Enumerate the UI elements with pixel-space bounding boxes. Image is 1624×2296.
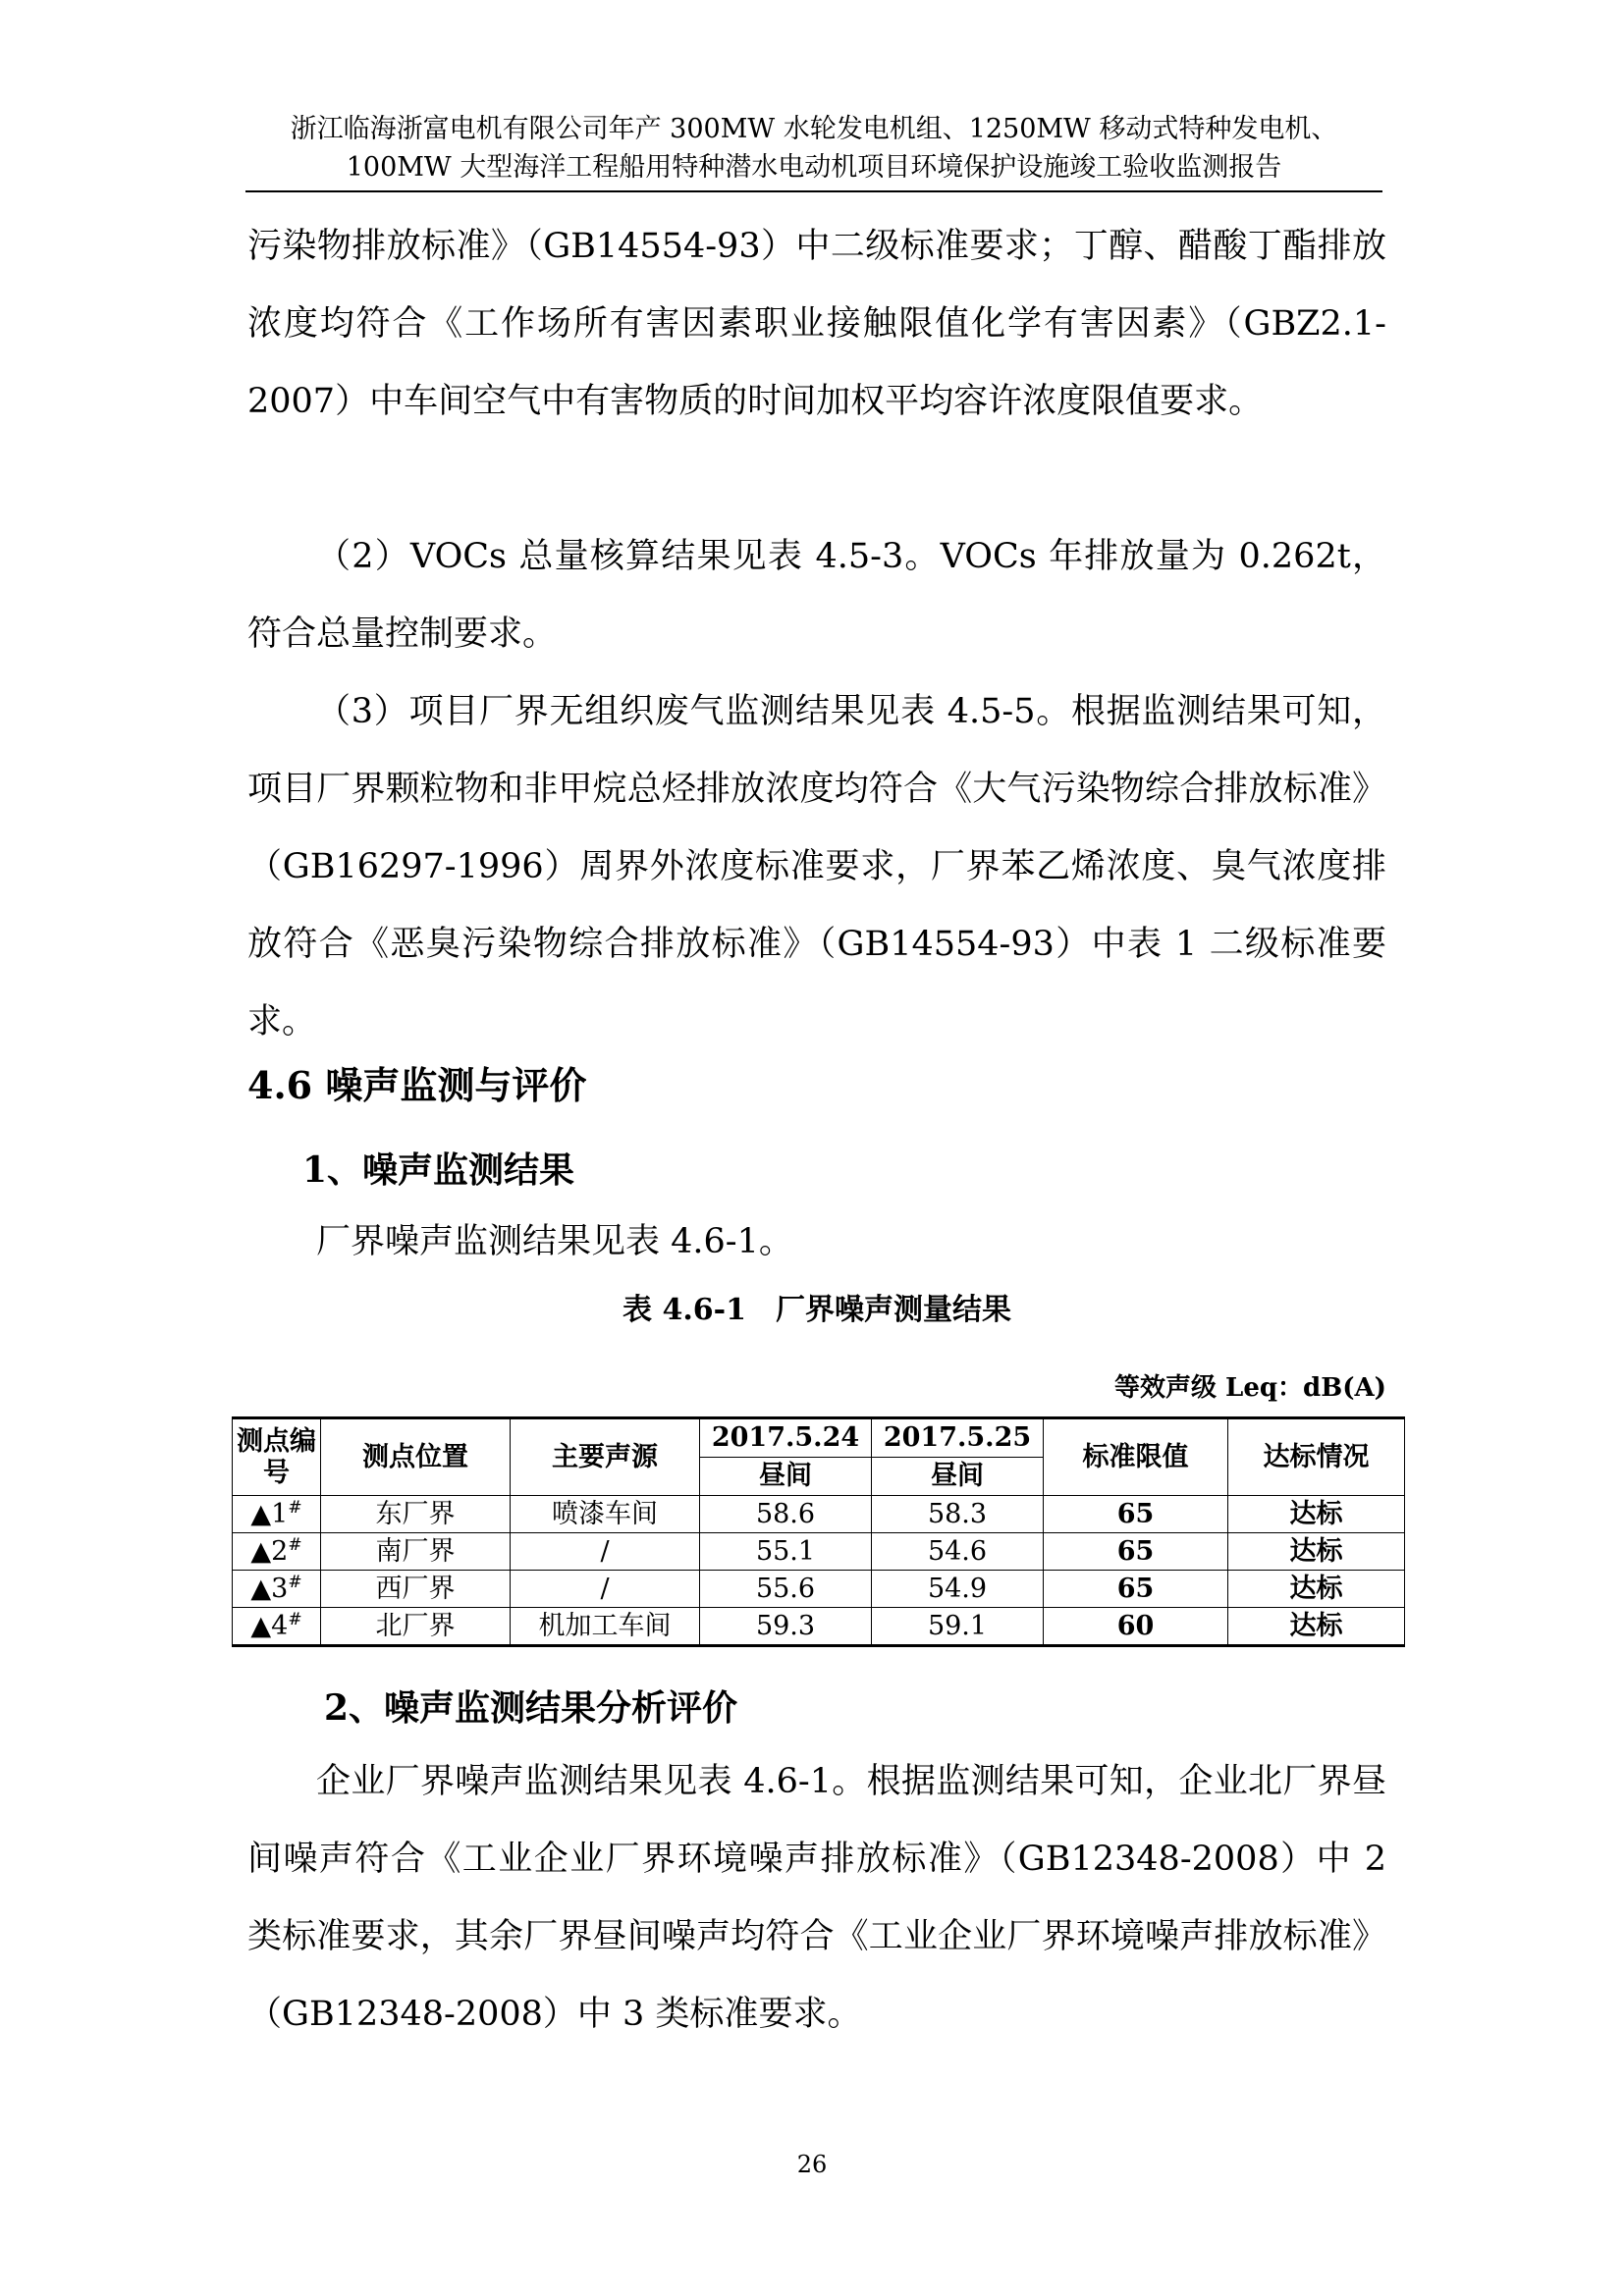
point-marker: ▲4 (250, 1610, 289, 1641)
paragraph-text: 厂界噪声监测结果见表 4.6-1。 (316, 1222, 793, 1261)
cell-point-no (233, 1533, 321, 1571)
subheading-noise-results: 1、噪声监测结果 (302, 1149, 575, 1191)
header-period-1: 昼间 (700, 1458, 872, 1496)
cell-value-day2: 54.6 (872, 1533, 1044, 1571)
cell-point-no (233, 1571, 321, 1608)
cell-limit: 65 (1044, 1571, 1228, 1608)
subheading-noise-analysis: 2、噪声监测结果分析评价 (324, 1687, 738, 1729)
cell-limit: 65 (1044, 1496, 1228, 1533)
page-number: 26 (796, 2151, 828, 2178)
paragraph-table-reference (247, 1203, 1386, 1281)
cell-source: 机加工车间 (511, 1608, 700, 1646)
point-marker: ▲3 (250, 1573, 289, 1604)
header-period-2: 昼间 (872, 1458, 1044, 1496)
cell-position: 西厂界 (321, 1571, 511, 1608)
paragraph-text: 企业厂界噪声监测结果见表 4.6-1。根据监测结果可知，企业北厂界昼间噪声符合《工业企业厂界环境噪声排放标准》（GB12348-2008）中 2 类标准要求，其余厂界昼间噪声均符合《工业企业厂界环境噪声排放标准》（GB12348-2008）中 3 类标准要求。 (247, 1762, 1386, 2034)
cell-position: 南厂界 (321, 1533, 511, 1571)
point-marker-superscript: # (288, 1609, 302, 1629)
noise-results-table (232, 1416, 1405, 1647)
header-line-1: 浙江临海浙富电机有限公司年产 300MW 水轮发电机组、1250MW 移动式特种发电机、 (290, 114, 1338, 144)
cell-status: 达标 (1228, 1496, 1405, 1533)
cell-value-day1: 55.6 (700, 1571, 872, 1608)
point-marker-superscript: # (288, 1572, 302, 1592)
point-marker: ▲2 (250, 1535, 289, 1567)
header-status: 达标情况 (1228, 1418, 1405, 1496)
cell-position: 北厂界 (321, 1608, 511, 1646)
cell-source: 喷漆车间 (511, 1496, 700, 1533)
header-position: 测点位置 (321, 1418, 511, 1496)
header-limit: 标准限值 (1044, 1418, 1228, 1496)
header-date-1: 2017.5.24 (700, 1418, 872, 1458)
table-row (233, 1533, 1405, 1571)
table-header-row (233, 1418, 1405, 1458)
paragraph-fugitive-emissions (247, 673, 1386, 1061)
cell-value-day1: 58.6 (700, 1496, 872, 1533)
cell-limit: 65 (1044, 1533, 1228, 1571)
cell-limit: 60 (1044, 1608, 1228, 1646)
paragraph-text: 污染物排放标准》（GB14554-93）中二级标准要求；丁醇、醋酸丁酯排放浓度均符合《工作场所有害因素职业接触限值化学有害因素》（GBZ2.1-2007）中车间空气中有害物质的时间加权平均容许浓度限值要求。 (247, 227, 1386, 421)
cell-source: / (511, 1533, 700, 1571)
table-unit-label: 等效声级 Leq：dB(A) (1114, 1373, 1386, 1403)
cell-value-day1: 55.1 (700, 1533, 872, 1571)
paragraph-emission-standards (247, 208, 1386, 441)
cell-status: 达标 (1228, 1533, 1405, 1571)
table-caption: 表 4.6-1 厂界噪声测量结果 (623, 1293, 1011, 1327)
header-rule (245, 190, 1382, 192)
point-marker-superscript: # (288, 1534, 302, 1555)
paragraph-text: （2）VOCs 总量核算结果见表 4.5-3。VOCs 年排放量为 0.262t，符合总量控制要求。 (247, 537, 1386, 654)
cell-position: 东厂界 (321, 1496, 511, 1533)
point-marker-superscript: # (288, 1497, 302, 1518)
table-row (233, 1571, 1405, 1608)
cell-source: / (511, 1571, 700, 1608)
table-row (233, 1496, 1405, 1533)
cell-value-day2: 58.3 (872, 1496, 1044, 1533)
paragraph-vocs-total (247, 518, 1386, 673)
cell-value-day1: 59.3 (700, 1608, 872, 1646)
header-line-2: 100MW 大型海洋工程船用特种潜水电动机项目环境保护设施竣工验收监测报告 (346, 152, 1282, 183)
page-header (245, 110, 1382, 187)
point-marker: ▲1 (250, 1498, 289, 1529)
cell-status: 达标 (1228, 1571, 1405, 1608)
table-row (233, 1608, 1405, 1646)
cell-value-day2: 54.9 (872, 1571, 1044, 1608)
paragraph-text: （3）项目厂界无组织废气监测结果见表 4.5-5。根据监测结果可知，项目厂界颗粒物和非甲烷总烃排放浓度均符合《大气污染物综合排放标准》（GB16297-1996）周界外浓度标准要求，厂界苯乙烯浓度、臭气浓度排放符合《恶臭污染物综合排放标准》（GB14554-93）中表 1 二级标准要求。 (247, 692, 1386, 1041)
table-body (233, 1496, 1405, 1646)
header-point-no: 测点编号 (233, 1418, 321, 1496)
cell-point-no (233, 1608, 321, 1646)
cell-status: 达标 (1228, 1608, 1405, 1646)
cell-value-day2: 59.1 (872, 1608, 1044, 1646)
paragraph-noise-analysis (247, 1743, 1386, 2054)
header-date-2: 2017.5.25 (872, 1418, 1044, 1458)
cell-point-no (233, 1496, 321, 1533)
header-source: 主要声源 (511, 1418, 700, 1496)
section-heading: 4.6 噪声监测与评价 (247, 1063, 587, 1107)
